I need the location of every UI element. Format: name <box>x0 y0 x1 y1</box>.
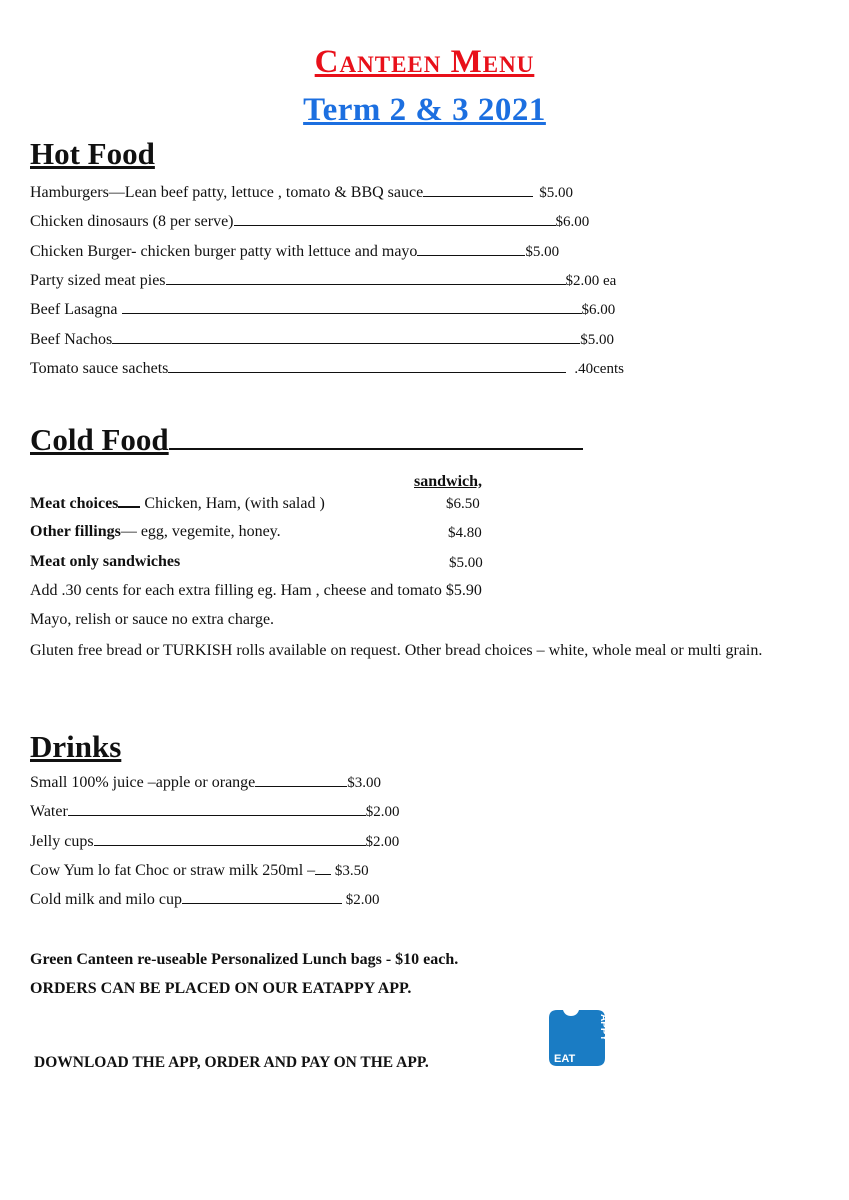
dot-leader <box>166 272 566 285</box>
item-price: $5.00 <box>580 332 614 348</box>
row-price: $5.00 <box>449 555 483 571</box>
orders-note: ORDERS CAN BE PLACED ON OUR EATAPPY APP. <box>30 980 412 997</box>
menu-item <box>30 183 573 203</box>
dot-leader <box>234 213 556 226</box>
logo-appy-text: APPY <box>598 1014 609 1042</box>
cold-food-heading-text: Cold Food <box>30 422 169 457</box>
lunch-bags-note: Green Canteen re-useable Personalized Lunch bags - $10 each. <box>30 951 459 968</box>
item-price: $6.00 <box>581 302 616 318</box>
item-name: Beef Lasagna <box>30 301 122 318</box>
row-label: Other fillings <box>30 523 121 540</box>
eatappy-logo <box>549 1010 609 1066</box>
dot-leader <box>94 833 366 846</box>
item-price: $2.00 <box>342 892 380 908</box>
dot-leader <box>68 803 366 816</box>
hot-food-heading: Hot Food <box>30 136 155 171</box>
menu-item <box>30 242 559 262</box>
menu-item <box>30 359 624 379</box>
item-name: Chicken dinosaurs (8 per serve) <box>30 213 234 230</box>
dot-leader <box>315 862 331 875</box>
dot-leader <box>255 774 347 787</box>
item-price: $2.00 <box>365 804 400 820</box>
item-name: Small 100% juice –apple or orange <box>30 774 256 791</box>
cold-row <box>30 522 281 542</box>
row-text: Chicken, Ham, (with salad ) <box>144 495 325 512</box>
menu-item <box>30 212 589 232</box>
cold-note: Add .30 cents for each extra filling eg. Ham , cheese and tomato $5.90 <box>30 582 482 599</box>
item-price: $5.00 <box>525 244 560 260</box>
dot-leader <box>182 891 342 904</box>
drink-item <box>30 890 380 910</box>
drink-item <box>30 832 399 852</box>
item-name: Tomato sauce sachets <box>30 360 169 377</box>
item-name: Water <box>30 803 68 820</box>
dot-leader <box>423 184 533 197</box>
dot-leader <box>417 243 525 256</box>
item-price: $3.50 <box>331 863 369 879</box>
sandwich-column-header: sandwich, <box>414 473 483 490</box>
drink-item <box>30 773 381 793</box>
row-price: $6.50 <box>446 496 480 512</box>
logo-eat-text: EAT <box>554 1053 576 1065</box>
row-label: Meat only sandwiches <box>30 553 181 570</box>
item-name: Party sized meat pies <box>30 272 166 289</box>
cold-row <box>30 552 180 572</box>
row-label <box>30 495 144 512</box>
row-text: — egg, vegemite, honey. <box>120 523 281 540</box>
item-name: Beef Nachos <box>30 331 113 348</box>
item-price: $2.00 ea <box>565 273 617 289</box>
item-price: $5.00 <box>539 185 573 201</box>
menu-item <box>30 300 615 320</box>
heading-rule <box>169 428 583 450</box>
menu-item <box>30 271 616 291</box>
item-name: Hamburgers—Lean beef patty, lettuce , tomato & BBQ sauce <box>30 184 424 201</box>
menu-subtitle: Term 2 & 3 2021 <box>303 92 546 128</box>
item-price: $6.00 <box>555 214 590 230</box>
row-label-text: Meat choices <box>30 495 119 512</box>
menu-item <box>30 330 614 350</box>
drinks-heading: Drinks <box>30 729 122 764</box>
item-name: Cow Yum lo fat Choc or straw milk 250ml – <box>30 862 316 879</box>
drink-item <box>30 861 369 881</box>
dot-leader <box>168 360 566 373</box>
item-price: $2.00 <box>365 834 400 850</box>
cold-food-heading <box>30 422 583 458</box>
dot-leader <box>122 301 582 314</box>
menu-title: Canteen Menu <box>314 44 535 80</box>
item-name: Chicken Burger- chicken burger patty with lettuce and mayo <box>30 243 418 260</box>
label-rule <box>118 493 140 508</box>
eatappy-logo-icon <box>549 1010 609 1066</box>
drink-item <box>30 802 400 822</box>
download-note: DOWNLOAD THE APP, ORDER AND PAY ON THE APP. <box>34 1054 429 1071</box>
cold-row <box>30 493 325 514</box>
cold-note: Gluten free bread or TURKISH rolls available on request. Other bread choices – white, whole meal or multi grain. <box>30 642 763 659</box>
item-price: $3.00 <box>347 775 382 791</box>
item-price: .40cents <box>574 361 624 377</box>
item-name: Cold milk and milo cup <box>30 891 182 908</box>
dot-leader <box>112 331 580 344</box>
cold-note: Mayo, relish or sauce no extra charge. <box>30 611 275 628</box>
item-name: Jelly cups <box>30 833 94 850</box>
row-price: $4.80 <box>448 525 482 541</box>
